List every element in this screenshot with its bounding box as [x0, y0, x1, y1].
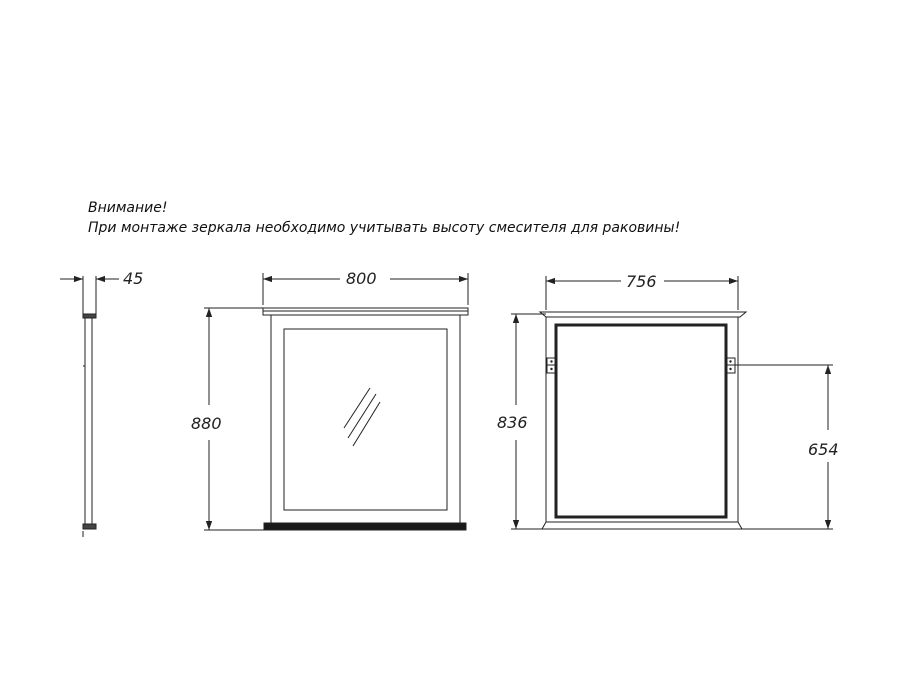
back-plinth: [542, 522, 742, 529]
front-outer-frame: [271, 315, 460, 523]
front-width-label: 800: [346, 269, 377, 288]
back-width-label: 756: [626, 272, 657, 291]
screw-icon: [729, 360, 731, 362]
warning-title: Внимание!: [88, 200, 168, 216]
screw-icon: [550, 368, 552, 370]
back-outer-frame: [546, 317, 738, 522]
back-inner-panel: [556, 325, 726, 517]
mount-height-label: 654: [808, 440, 839, 459]
front-view: [204, 273, 468, 530]
back-height-label: 836: [497, 413, 528, 432]
mirror-reflection-line-1: [344, 388, 370, 428]
front-mirror-glass: [284, 329, 447, 510]
side-bottom-cap: [83, 524, 96, 529]
side-view: [60, 276, 119, 537]
warning-text: При монтаже зеркала необходимо учитывать высоту смесителя для раковины!: [88, 220, 681, 236]
screw-icon: [550, 360, 552, 362]
screw-icon: [729, 368, 731, 370]
back-cornice: [540, 312, 746, 317]
back-view: [511, 276, 833, 529]
front-height-label: 880: [191, 414, 222, 433]
depth-label: 45: [123, 269, 144, 288]
front-bottom-shelf: [264, 523, 466, 530]
side-top-cap: [83, 314, 96, 318]
bracket-screws: [550, 360, 731, 370]
